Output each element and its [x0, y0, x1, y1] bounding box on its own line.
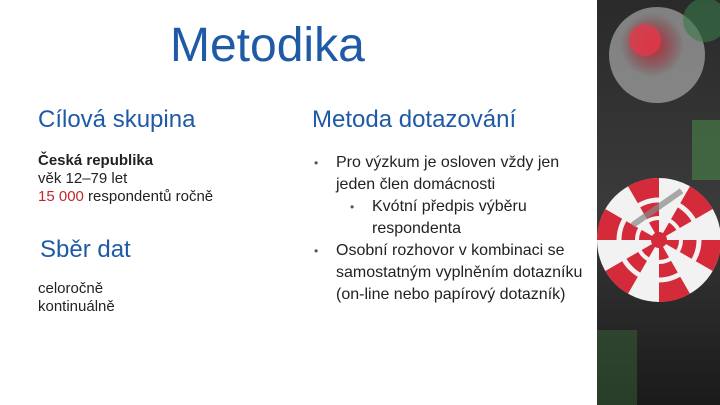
bullet-icon: •	[314, 244, 319, 258]
data-collection-block	[38, 280, 115, 316]
data-collection-heading: Sběr dat	[40, 236, 131, 263]
country-label: Česká republika	[38, 152, 154, 169]
bullet-item: • Osobní rozhovor v kombinaci se samostatným vyplněním dotazníku (on-line nebo papírový dotazník)	[314, 242, 583, 303]
dartboard-image	[597, 0, 720, 405]
dartboard-icon	[597, 0, 720, 405]
respondents-text: respondentů ročně	[83, 188, 214, 205]
bullet-item: • Pro výzkum je osloven vždy jen jeden člen domácnosti	[314, 154, 560, 193]
target-group-heading: Cílová skupina	[38, 106, 196, 133]
bullet-icon: •	[350, 200, 355, 214]
slide-title: Metodika	[170, 19, 365, 72]
survey-method-list	[312, 152, 587, 306]
survey-method-heading: Metoda dotazování	[312, 106, 517, 133]
respondents-number: 15 000	[38, 188, 84, 205]
age-range: věk 12–79 let	[38, 170, 128, 187]
target-group-block	[38, 152, 213, 206]
collection-line-1: celoročně	[38, 280, 104, 297]
respondents-line	[38, 188, 213, 206]
sub-bullet-item: • Kvótní předpis výběru respondenta	[350, 198, 527, 237]
bullet-icon: •	[314, 156, 319, 170]
collection-line-2: kontinuálně	[38, 298, 115, 315]
